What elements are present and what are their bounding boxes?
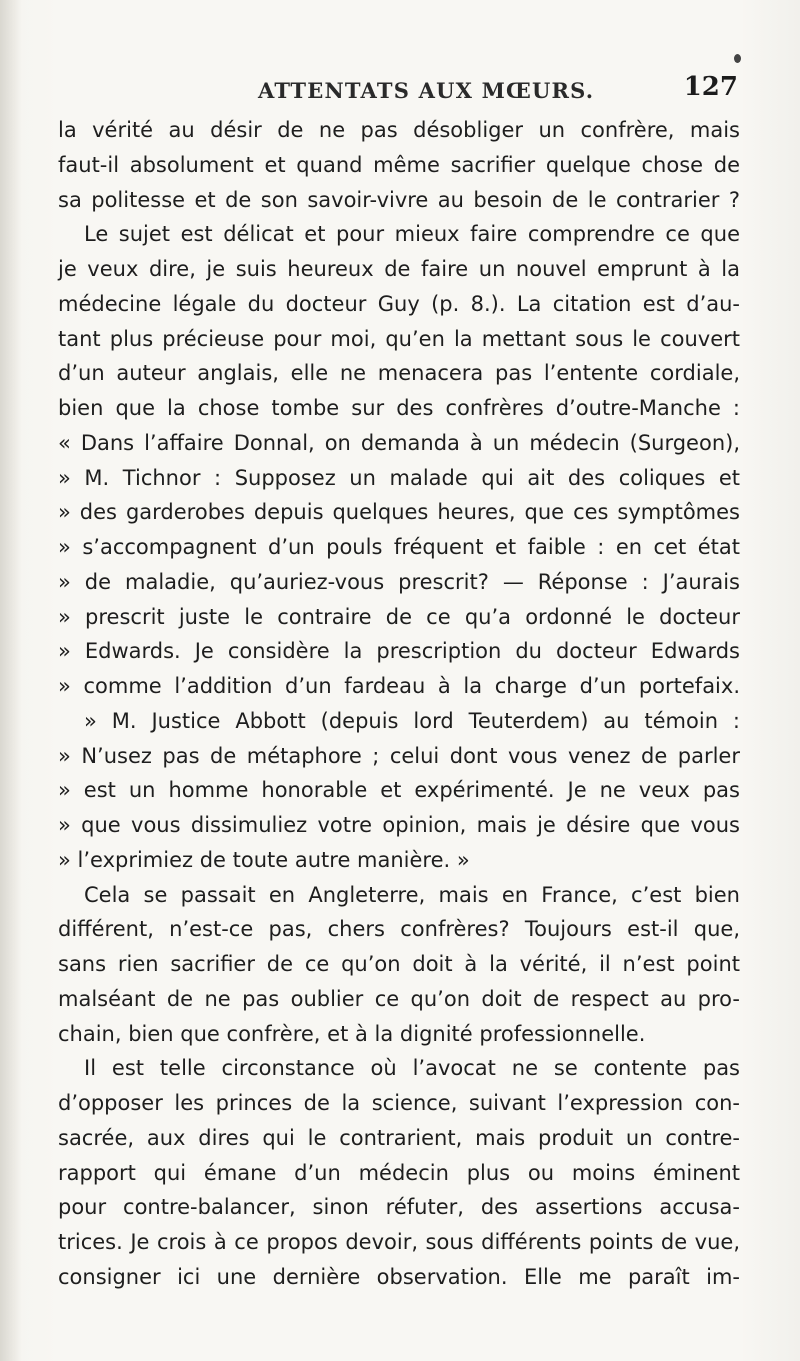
text-line: la vérité au désir de ne pas désobliger un confrère, mais	[58, 118, 740, 142]
text-line: trices. Je crois à ce propos devoir, sous différents points de vue,	[58, 1230, 740, 1254]
text-line: d’opposer les princes de la science, suivant l’expression con-	[58, 1091, 740, 1115]
text-line: sacrée, aux dires qui le contrarient, mais produit un contre-	[58, 1125, 740, 1150]
text-line: tant plus précieuse pour moi, qu’en la mettant sous le couvert	[58, 326, 740, 351]
text-line: Il est telle circonstance où l’avocat ne se contente pas	[84, 1056, 740, 1081]
text-line: « Dans l’affaire Donnal, on demanda à un médecin (Surgeon),	[58, 430, 740, 455]
page-header	[200, 70, 738, 106]
text-line: différent, n’est-ce pas, chers confrères? Toujours est-il que,	[58, 917, 740, 942]
text-line: » prescrit juste le contraire de ce qu’a ordonné le docteur	[58, 604, 740, 629]
text-line: » Edwards. Je considère la prescription du docteur Edwards	[58, 639, 740, 664]
text-line: » est un homme honorable et expérimenté. Je ne veux pas	[58, 778, 740, 803]
text-line: Le sujet est délicat et pour mieux faire comprendre ce que	[84, 222, 740, 247]
text-line: » comme l’addition d’un fardeau à la charge d’un portefaix.	[58, 674, 740, 698]
text-line: faut-il absolument et quand même sacrifier quelque chose de	[58, 152, 740, 177]
text-line: » que vous dissimuliez votre opinion, mais je désire que vous	[58, 813, 740, 837]
text-line: bien que la chose tombe sur des confrères d’outre-Manche :	[58, 396, 740, 420]
text-line: Cela se passait en Angleterre, mais en France, c’est bien	[84, 882, 740, 907]
text-line: chain, bien que confrère, et à la dignité professionnelle.	[58, 1021, 646, 1046]
text-line: rapport qui émane d’un médecin plus ou moins éminent	[58, 1160, 740, 1185]
text-line: sans rien sacrifier de ce qu’on doit à la vérité, il n’est point	[58, 952, 740, 976]
text-line: » l’exprimiez de toute autre manière. »	[58, 847, 470, 872]
text-line: sa politesse et de son savoir-vivre au besoin de le contrarier ?	[58, 187, 740, 212]
page-gutter-shadow	[0, 0, 22, 1361]
ink-speck	[734, 54, 741, 63]
text-line: malséant de ne pas oublier ce qu’on doit de respect au pro-	[58, 986, 740, 1011]
text-line: » N’usez pas de métaphore ; celui dont vous venez de parler	[58, 743, 740, 768]
body-text	[58, 113, 740, 1295]
page-number: 127	[683, 72, 738, 102]
text-line: pour contre-balancer, sinon réfuter, des assertions accusa-	[58, 1195, 740, 1220]
text-line: » de maladie, qu’auriez-vous prescrit? — Réponse : J’aurais	[58, 569, 740, 594]
running-head: ATTENTATS AUX MŒURS.	[258, 78, 595, 103]
text-line: médecine légale du docteur Guy (p. 8.). La citation est d’au-	[58, 291, 740, 316]
text-line: » M. Justice Abbott (depuis lord Teuterdem) au témoin :	[84, 708, 740, 733]
text-line: consigner ici une dernière observation. Elle me paraît im-	[58, 1264, 740, 1289]
text-line: » M. Tichnor : Supposez un malade qui ait des coliques et	[58, 465, 740, 490]
text-line: d’un auteur anglais, elle ne menacera pas l’entente cordiale,	[58, 361, 740, 386]
text-line: je veux dire, je suis heureux de faire un nouvel emprunt à la	[58, 257, 740, 281]
text-line: » s’accompagnent d’un pouls fréquent et faible : en cet état	[58, 535, 740, 559]
text-line: » des garderobes depuis quelques heures, que ces symptômes	[58, 500, 740, 525]
